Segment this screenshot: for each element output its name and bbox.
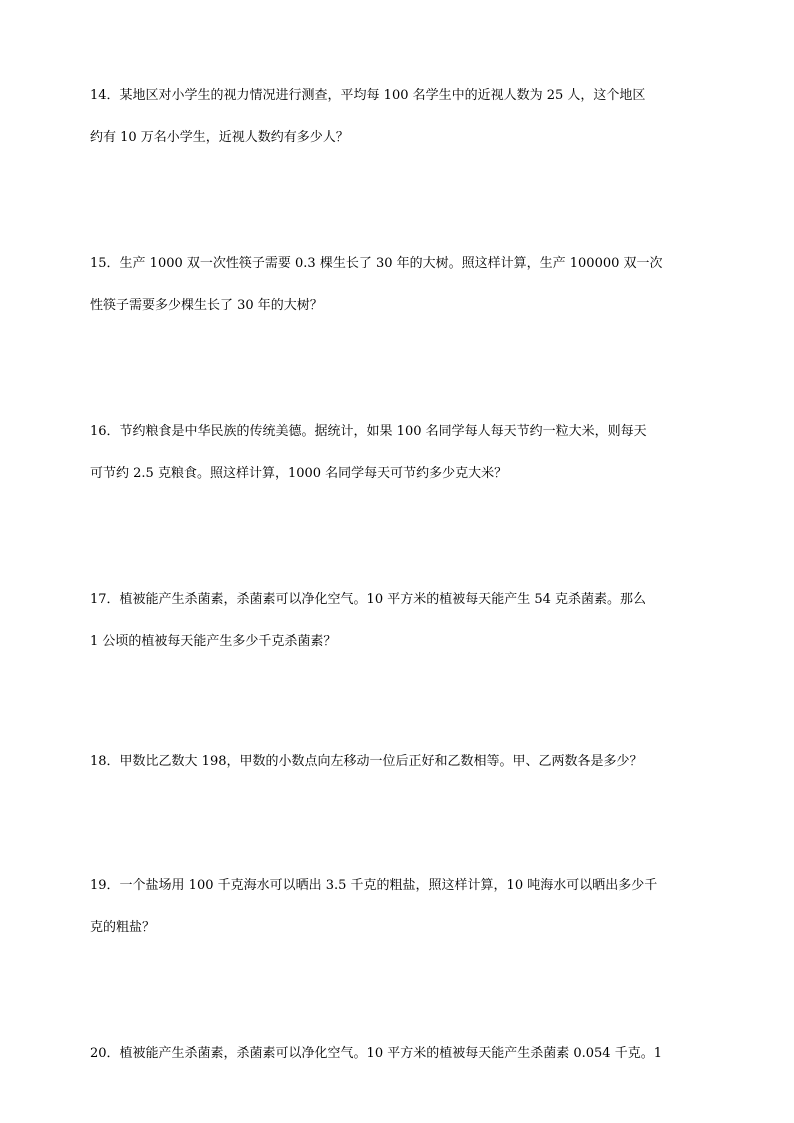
question-18-line-1: 18．甲数比乙数大 198，甲数的小数点向左移动一位后正好和乙数相等。甲、乙两数各是多少？: [90, 754, 643, 769]
question-14-line-2: 约有 10 万名小学生，近视人数约有多少人？: [90, 130, 349, 145]
question-19-line-2: 克的粗盐？: [90, 920, 156, 935]
question-14-line-1: 14．某地区对小学生的视力情况进行测查，平均每 100 名学生中的近视人数为 25 人，这个地区: [90, 88, 646, 103]
question-19-line-1: 19．一个盐场用 100 千克海水可以晒出 3.5 千克的粗盐，照这样计算，10 吨海水可以晒出多少千: [90, 878, 658, 893]
question-16-line-1: 16．节约粮食是中华民族的传统美德。据统计，如果 100 名同学每人每天节约一粒大米，则每天: [90, 424, 647, 439]
question-20-line-1: 20．植被能产生杀菌素，杀菌素可以净化空气。10 平方米的植被每天能产生杀菌素 0.054 千克。1: [90, 1046, 662, 1061]
question-16-line-2: 可节约 2.5 克粮食。照这样计算，1000 名同学每天可节约多少克大米？: [90, 466, 508, 481]
question-17-line-2: 1 公顷的植被每天能产生多少千克杀菌素？: [90, 634, 337, 649]
question-15-line-1: 15．生产 1000 双一次性筷子需要 0.3 棵生长了 30 年的大树。照这样计算，生产 100000 双一次: [90, 256, 663, 271]
question-17-line-1: 17．植被能产生杀菌素，杀菌素可以净化空气。10 平方米的植被每天能产生 54 克杀菌素。那么: [90, 592, 647, 607]
question-15-line-2: 性筷子需要多少棵生长了 30 年的大树？: [90, 298, 323, 313]
